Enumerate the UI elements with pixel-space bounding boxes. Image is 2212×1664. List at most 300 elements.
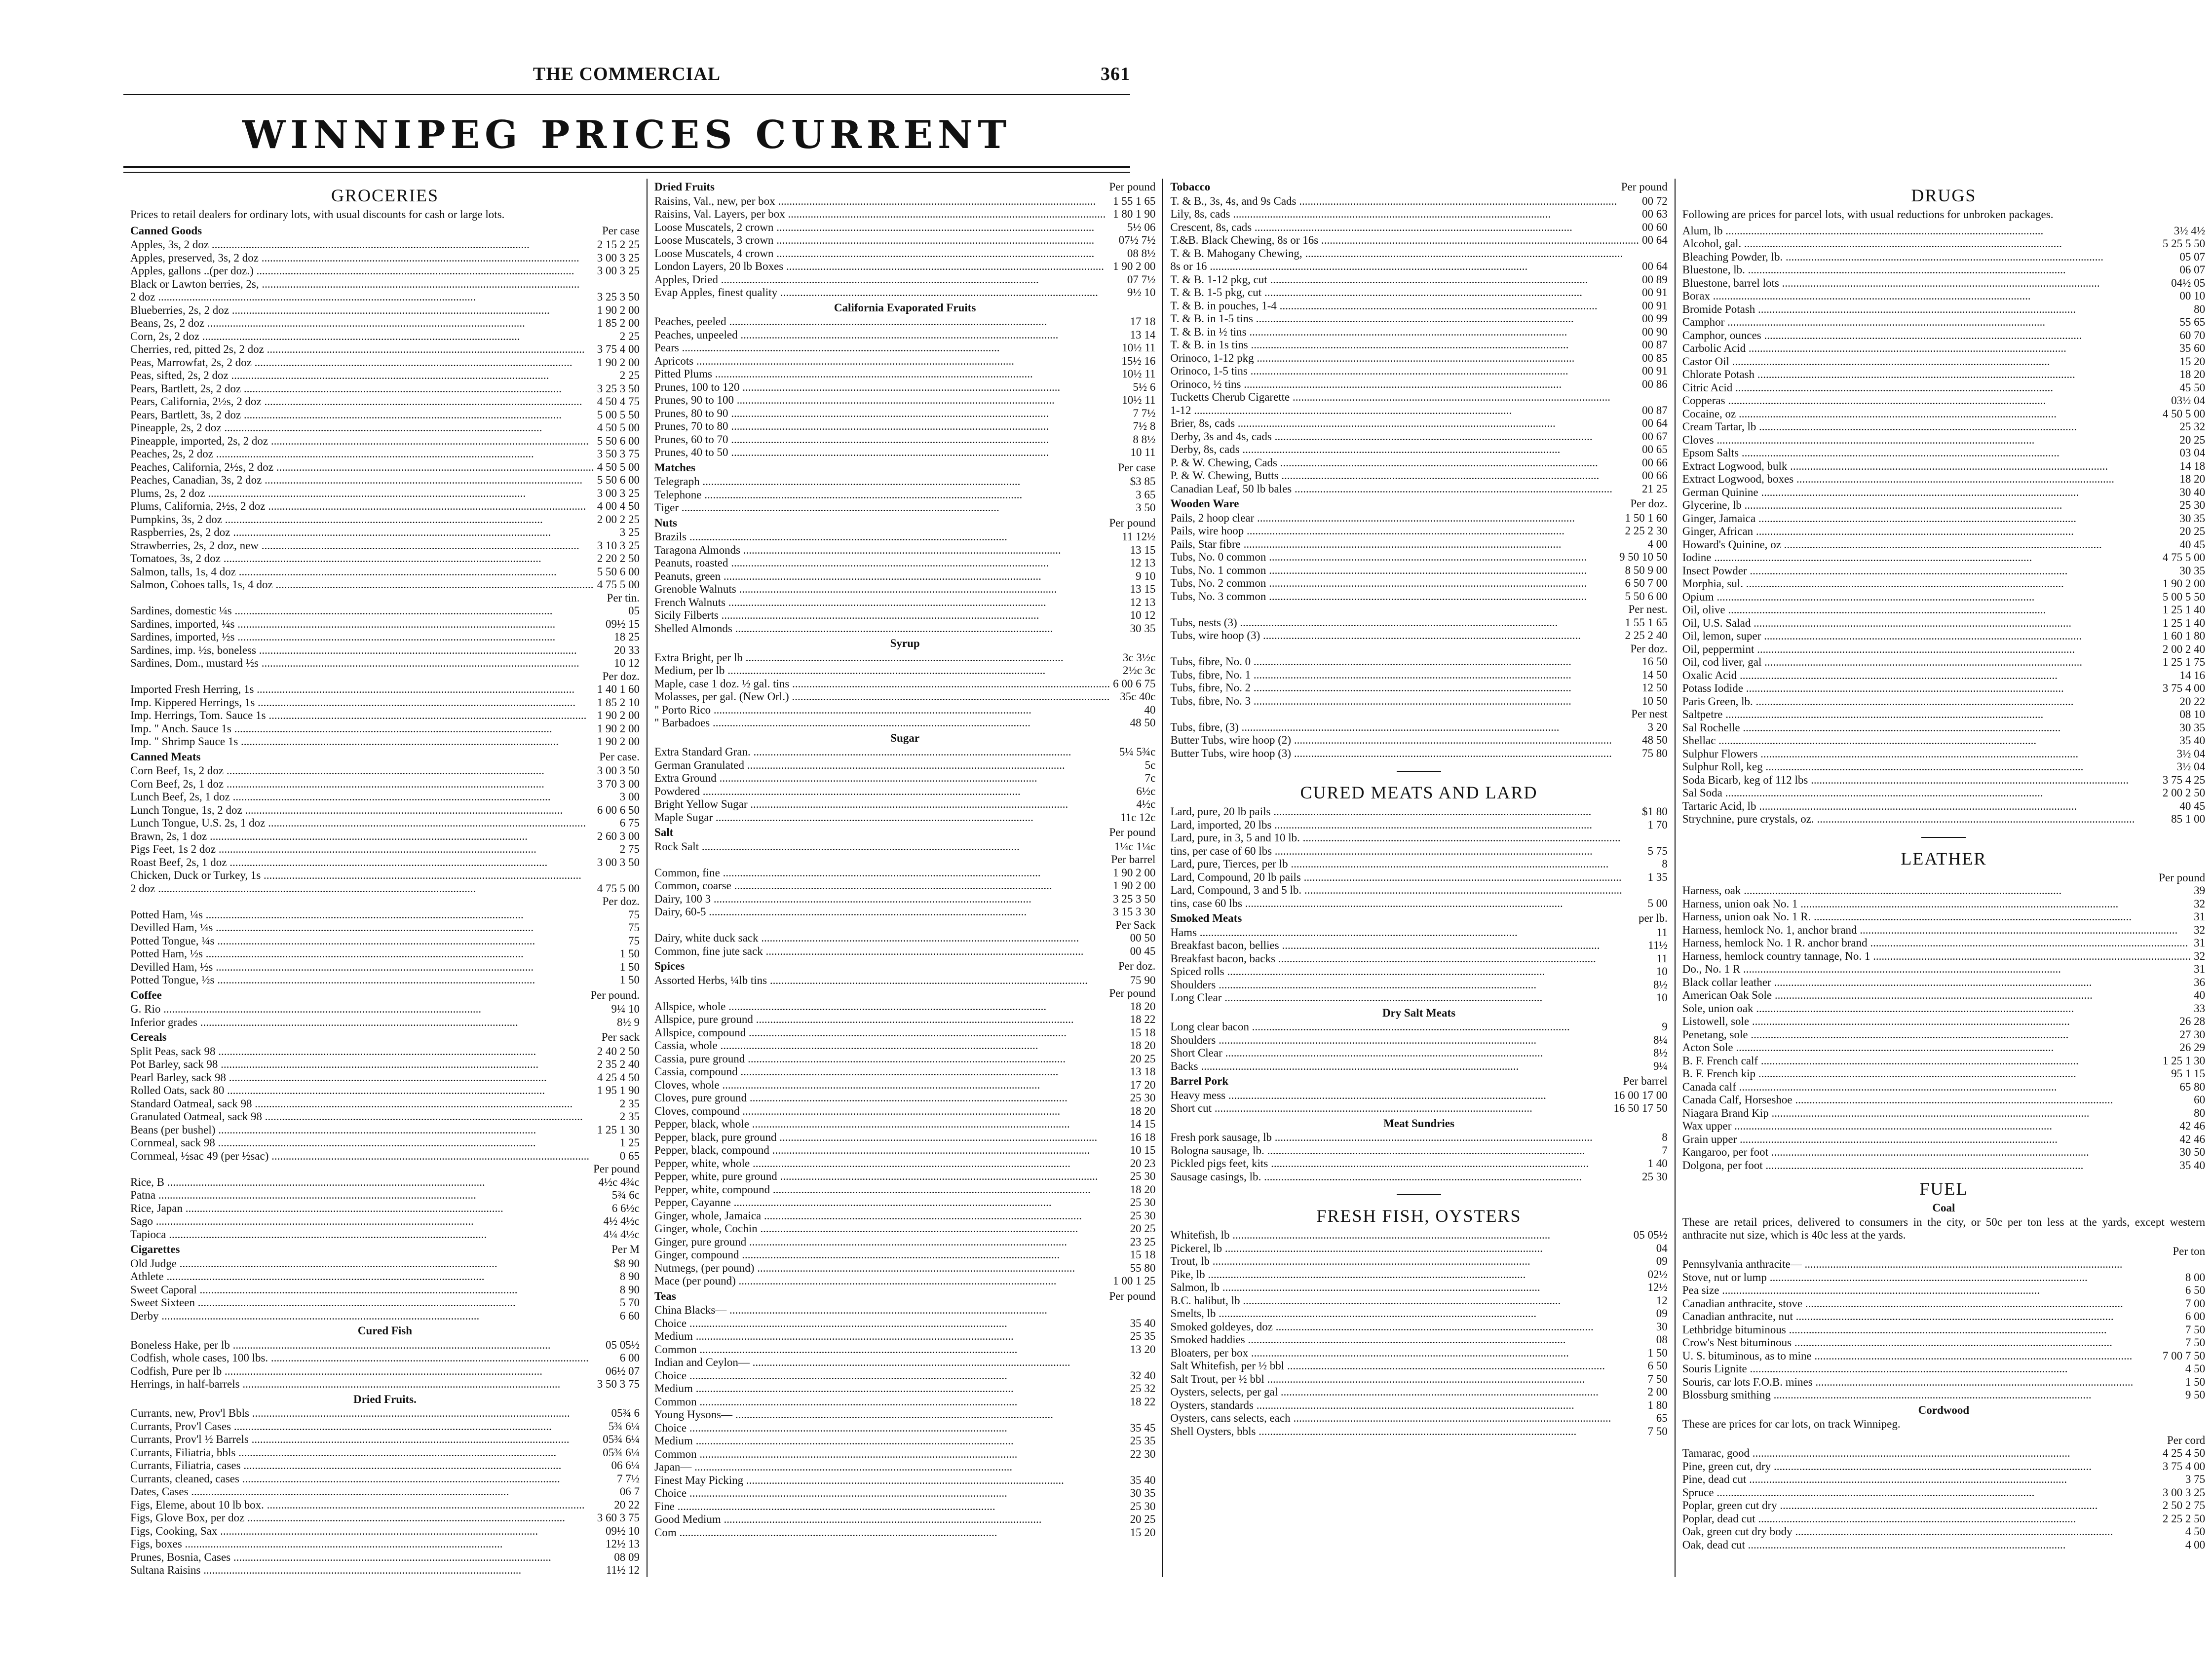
title-rule (123, 166, 1130, 173)
item-name: Alum, lb ..... (1682, 225, 2171, 238)
item-price: 07 7½ (1127, 273, 1156, 286)
item-name: Nutmegs, (per pound) ..... (654, 1262, 1127, 1275)
price-row (654, 544, 1155, 557)
price-row (1682, 368, 2205, 381)
item-name: Cocaine, oz ..... (1682, 408, 2160, 421)
price-row (654, 1144, 1155, 1157)
item-price: 40 (1144, 703, 1156, 716)
item-name: Molasses, per gal. (New Orl.) ..... (654, 690, 1117, 704)
subsection-title: Cereals (130, 1031, 167, 1043)
item-price: 60 (2194, 1094, 2206, 1106)
price-row (654, 583, 1155, 596)
item-name: Imported Fresh Herring, 1s ..... (130, 683, 594, 696)
item-name: Oysters, cans selects, each ..... (1170, 1412, 1653, 1425)
item-name: Allspice, compound ..... (654, 1026, 1127, 1040)
item-name: Acton Sole ..... (1682, 1041, 2177, 1055)
section-heading: LEATHER (1901, 848, 1987, 869)
price-row (654, 759, 1155, 772)
item-price: 25 30 (1130, 1170, 1156, 1182)
price-row (130, 330, 640, 343)
subsection-heading: Dried Fruits. (353, 1393, 417, 1405)
item-price: 00 66 (1641, 469, 1668, 482)
price-row (130, 1110, 640, 1124)
price-row (1170, 339, 1667, 352)
price-row (130, 1551, 640, 1564)
price-row (1682, 277, 2205, 290)
item-price: 12 13 (1130, 596, 1156, 608)
item-price: 3 00 3 25 (597, 265, 640, 277)
item-name: Apples, Dried ..... (654, 273, 1124, 287)
item-name: Insect Powder ..... (1682, 565, 2177, 578)
price-unit-label: Per nest. (1628, 603, 1668, 615)
item-price: 36 (2194, 976, 2206, 988)
item-price (1665, 247, 1668, 261)
item-name: Pearl Barley, sack 98 ..... (130, 1071, 594, 1085)
item-name: Dairy, white duck sack ..... (654, 932, 1127, 945)
price-row (130, 1016, 640, 1029)
item-price: 1 25 1 30 (2162, 1054, 2206, 1067)
item-price: 1 25 1 30 (597, 1123, 640, 1136)
item-price: 1 25 1 75 (2162, 656, 2206, 668)
item-name: Corn Beef, 2s, 1 doz ..... (130, 778, 594, 791)
price-row (654, 1000, 1155, 1014)
item-price: 06 6¼ (611, 1459, 640, 1472)
item-price: 35 60 (2179, 342, 2206, 354)
item-name: Dolgona, per foot ..... (1682, 1159, 2177, 1172)
item-name: Salmon, Cohoes talls, 1s, 4 doz ..... (130, 578, 594, 592)
section-heading: FUEL (1919, 1179, 1968, 1199)
price-row (654, 381, 1155, 394)
item-name: Short cut ..... (1170, 1102, 1610, 1115)
item-name: Medium ..... (654, 1330, 1127, 1343)
subsection-title: Teas (654, 1289, 676, 1302)
item-name: Lard, pure, in 3, 5 and 10 lb. ..... (1170, 832, 1664, 845)
item-price: 3 50 (1136, 501, 1156, 514)
item-price: 40 (2194, 989, 2206, 1001)
item-price: 5¼ 5¾c (1119, 746, 1156, 758)
item-price: 3½ 4½ (2174, 224, 2206, 237)
item-price: 20 25 (1130, 1513, 1156, 1525)
price-row (130, 1071, 640, 1085)
price-row (1170, 430, 1667, 444)
price-row (1170, 1399, 1667, 1412)
item-name: Brazils ..... (654, 530, 1119, 544)
item-name: Potted Tongue, ½s ..... (130, 974, 617, 987)
item-name: Salmon, talls, 1s, 4 doz ..... (130, 566, 594, 579)
price-row (654, 717, 1155, 730)
item-name: Cassia, pure ground ..... (654, 1053, 1127, 1066)
price-row (654, 1461, 1155, 1474)
item-price: 3 00 (619, 791, 640, 803)
price-unit-label: Per pound (2159, 871, 2206, 884)
item-name: Extra Standard Gran. ..... (654, 746, 1116, 759)
item-name: Apples, preserved, 3s, 2 doz ..... (130, 252, 594, 265)
price-row (654, 208, 1155, 221)
item-price: 8 (1662, 1131, 1668, 1143)
item-name: Imp. " Shrimp Sauce 1s ..... (130, 735, 594, 749)
price-row (1682, 800, 2205, 813)
item-name: Dairy, 60-5 ..... (654, 906, 1110, 919)
item-name: Pumpkins, 3s, 2 doz ..... (130, 513, 594, 527)
section-divider (1921, 837, 1966, 838)
item-price: 5c (1144, 758, 1156, 771)
price-unit-label: Per pound (1109, 1289, 1156, 1302)
item-price: 00 67 (1641, 430, 1668, 443)
price-row (130, 1097, 640, 1111)
item-name: Lard, pure, Tierces, per lb ..... (1170, 858, 1659, 871)
item-name: Blueberries, 2s, 2 doz ..... (130, 304, 594, 317)
item-price (1152, 1408, 1155, 1422)
subsection-heading (654, 461, 1155, 475)
price-row (654, 1343, 1155, 1357)
price-row (130, 317, 640, 330)
item-price: 04 (1656, 1242, 1668, 1254)
item-name: Pepper, white, whole ..... (654, 1157, 1127, 1171)
item-price: 05¾ 6 (611, 1407, 640, 1419)
price-row (1682, 486, 2205, 499)
price-row (1170, 805, 1667, 819)
price-row (1682, 1473, 2205, 1486)
item-name: Pine, dead cut ..... (1682, 1473, 2182, 1486)
item-price: 4 25 4 50 (597, 1071, 640, 1084)
price-row (130, 1538, 640, 1551)
price-row (654, 1039, 1155, 1053)
publication-name: THE COMMERCIAL (533, 64, 721, 84)
price-row (654, 286, 1155, 300)
item-price: 04½ 05 (2171, 276, 2206, 289)
item-name: Dates, Cases ..... (130, 1485, 617, 1499)
item-name: Evap Apples, finest quality ..... (654, 286, 1124, 300)
item-price: 3 75 4 00 (597, 343, 640, 355)
header-rule (123, 94, 1130, 95)
item-price: 11 12½ (1122, 530, 1156, 543)
item-name: Imp. " Anch. Sauce 1s ..... (130, 722, 594, 736)
item-name: T. & B. Mahogany Chewing, ..... (1170, 247, 1664, 261)
item-price: 05 (628, 605, 640, 617)
item-name: Ginger, whole, Jamaica ..... (654, 1210, 1127, 1223)
item-price: 11 (1656, 926, 1668, 939)
item-price: 1 80 1 90 (1113, 208, 1156, 220)
price-row (1170, 1360, 1667, 1373)
price-row (654, 840, 1155, 854)
price-row (130, 935, 640, 948)
price-row (130, 1499, 640, 1512)
price-row (654, 1487, 1155, 1500)
item-price: 9 50 (2185, 1389, 2206, 1401)
item-name: Poplar, green cut dry ..... (1682, 1499, 2160, 1513)
price-row (130, 722, 640, 736)
item-price: 35c 40c (1120, 690, 1156, 703)
item-name: Extract Logwood, bulk ..... (1682, 460, 2177, 473)
item-price: 15 18 (1130, 1248, 1156, 1261)
price-row (1682, 721, 2205, 735)
price-row (654, 1026, 1155, 1040)
item-name: Oil, cod liver, gal ..... (1682, 656, 2160, 669)
item-name: Prunes, 80 to 90 ..... (654, 407, 1130, 420)
item-name: Black collar leather ..... (1682, 976, 2191, 989)
item-name: Cherries, red, pitted 2s, 2 doz ..... (130, 343, 594, 356)
item-name: Pitted Plums ..... (654, 368, 1119, 381)
subsection-heading (654, 181, 1155, 194)
item-name: Common, fine ..... (654, 867, 1110, 880)
item-price: 3 60 3 75 (597, 1512, 640, 1524)
price-row (1170, 1321, 1667, 1334)
item-name: Tubs, No. 1 common ..... (1170, 564, 1622, 577)
item-price: 00 85 (1641, 351, 1668, 364)
item-name: P. & W. Chewing, Butts ..... (1170, 469, 1639, 483)
item-name: Strychnine, pure crystals, oz. ..... (1682, 813, 2168, 826)
item-price: 3 75 (2185, 1473, 2206, 1485)
item-name: Stove, nut or lump ..... (1682, 1271, 2182, 1285)
item-price: 2 00 2 25 (597, 513, 640, 526)
price-row (654, 1262, 1155, 1275)
item-price: 4 25 4 50 (2162, 1447, 2206, 1459)
item-name: Apples, gallons ..(per doz.) ..... (130, 265, 594, 278)
subsection-heading: California Evaporated Fruits (834, 301, 976, 314)
item-name: Lethbridge bituminous ..... (1682, 1324, 2182, 1337)
price-row (1170, 695, 1667, 708)
price-row (1170, 1281, 1667, 1294)
price-row (1682, 434, 2205, 447)
item-price: 08 09 (614, 1551, 640, 1563)
item-price: 60 70 (2179, 329, 2206, 341)
subsection-title: Tobacco (1170, 181, 1211, 193)
item-price: 7 50 (2185, 1336, 2206, 1349)
price-row (654, 1053, 1155, 1066)
price-row (654, 368, 1155, 381)
item-name: Tomatoes, 3s, 2 doz ..... (130, 552, 594, 566)
item-name: Medium ..... (654, 1435, 1127, 1448)
item-name: Peanuts, roasted ..... (654, 557, 1127, 570)
price-row (1170, 352, 1667, 365)
item-price: 31 (2194, 937, 2206, 949)
item-price: 16 18 (1130, 1131, 1156, 1143)
price-row (1682, 1094, 2205, 1107)
item-price: 8½ 9 (616, 1016, 640, 1028)
item-price: 35 40 (1130, 1474, 1156, 1486)
item-name: Shellac ..... (1682, 734, 2177, 748)
item-name: Potted Ham, ¼s ..... (130, 908, 625, 922)
subsection-heading (1170, 912, 1667, 925)
price-row (130, 657, 640, 670)
price-row (130, 764, 640, 778)
item-price: 9½ 10 (1127, 286, 1156, 299)
item-price: 35 40 (1130, 1317, 1156, 1329)
item-price: 00 66 (1641, 456, 1668, 469)
price-row (1682, 525, 2205, 538)
price-row (1170, 404, 1667, 417)
price-row (1682, 682, 2205, 695)
price-unit-label: Per case (602, 224, 640, 237)
item-name: Paris Green, lb. ..... (1682, 695, 2177, 709)
price-row (654, 678, 1155, 691)
item-price: 4 75 5 00 (2162, 551, 2206, 564)
item-price: 26 29 (2179, 1041, 2206, 1054)
item-price: 2 00 2 40 (2162, 643, 2206, 655)
item-name: Sole, union oak ..... (1682, 1002, 2191, 1016)
item-price: 4 00 4 50 (597, 500, 640, 512)
item-price: 4½c 4¾c (598, 1175, 640, 1188)
item-name: Common, fine jute sack ..... (654, 945, 1127, 958)
price-row (654, 570, 1155, 583)
item-price: 1 50 (2185, 1375, 2206, 1388)
price-row (1682, 898, 2205, 911)
item-name: Figs, Cooking, Sax ..... (130, 1525, 603, 1538)
item-name: Breakfast bacon, bellies ..... (1170, 939, 1645, 952)
item-name: Cloves, compound ..... (654, 1105, 1127, 1118)
price-row (130, 1176, 640, 1189)
item-price: 3 25 3 50 (1113, 892, 1156, 905)
subsection-heading: Dry Salt Meats (1382, 1006, 1456, 1019)
column-dried-fruits-spices-teas (648, 179, 1163, 1577)
item-price: 11c 12c (1120, 811, 1156, 824)
item-name: B. F. French kip ..... (1682, 1067, 2168, 1081)
subsection-heading: Syrup (890, 637, 920, 649)
item-name: Apricots ..... (654, 355, 1118, 368)
item-price: 00 86 (1641, 378, 1668, 390)
item-name: Niagara Brand Kip ..... (1682, 1107, 2191, 1120)
price-row (654, 1131, 1155, 1144)
price-row (654, 1105, 1155, 1118)
section-heading: DRUGS (1911, 186, 1977, 205)
item-price: 7 7½ (616, 1472, 640, 1485)
price-row (1170, 273, 1667, 287)
item-name: Currants, Prov'l ½ Barrels ..... (130, 1433, 600, 1446)
item-price: 25 32 (1130, 1382, 1156, 1395)
item-name: Blossburg smithing ..... (1682, 1389, 2182, 1402)
item-price: 3 75 4 00 (2162, 682, 2206, 694)
price-row (130, 1058, 640, 1071)
item-price: 00 87 (1641, 404, 1668, 416)
item-name: Cloves, whole ..... (654, 1079, 1127, 1092)
item-name: Smoked haddies ..... (1170, 1333, 1653, 1347)
item-price: 00 60 (1641, 221, 1668, 233)
item-name: Soda Bicarb, keg of 112 lbs ..... (1682, 774, 2160, 787)
price-row (130, 778, 640, 791)
item-name: Peaches, peeled ..... (654, 315, 1127, 329)
section-heading: GROCERIES (331, 186, 439, 205)
item-price: 9¼ (1653, 1059, 1668, 1072)
price-row (654, 1435, 1155, 1448)
item-name: Maple, case 1 doz. ½ gal. tins ..... (654, 678, 1110, 691)
item-price: 6 50 (2185, 1284, 2206, 1296)
item-name: Oak, green cut dry body ..... (1682, 1525, 2182, 1539)
item-name: Boneless Hake, per lb ..... (130, 1339, 603, 1352)
item-price: 32 (2194, 897, 2206, 910)
price-row (1170, 858, 1667, 871)
item-price: 5¾ 6c (611, 1189, 640, 1201)
item-name: Salt Trout, per ½ bbl ..... (1170, 1373, 1644, 1386)
price-row (1170, 1333, 1667, 1347)
item-name: Peaches, 2s, 2 doz ..... (130, 448, 594, 461)
item-name: Spruce ..... (1682, 1486, 2160, 1500)
item-name: Wax upper ..... (1682, 1120, 2177, 1133)
price-row (654, 475, 1155, 489)
item-name: Prunes, 70 to 80 ..... (654, 420, 1130, 433)
item-name: Derby ..... (130, 1310, 617, 1323)
item-price: 20 22 (2179, 695, 2206, 708)
item-name: Alcohol, gal. ..... (1682, 237, 2160, 251)
price-row (1170, 1157, 1667, 1171)
item-price: 3 25 (619, 526, 640, 538)
price-row (1170, 819, 1667, 832)
price-row (1682, 695, 2205, 709)
item-price: 2 25 2 50 (2162, 1512, 2206, 1525)
item-price: 2 40 2 50 (597, 1045, 640, 1058)
item-price: 1 90 2 00 (597, 303, 640, 316)
price-unit-label: Per pound (1109, 826, 1156, 838)
item-name: Listowell, sole ..... (1682, 1015, 2177, 1028)
price-row (654, 1422, 1155, 1435)
item-name: Lard, Compound, 20 lb pails ..... (1170, 871, 1644, 884)
item-name: Rice, Japan ..... (130, 1202, 609, 1215)
item-name: Telegraph ..... (654, 475, 1127, 489)
item-price: 03½ 04 (2171, 394, 2206, 407)
price-row (1682, 643, 2205, 656)
item-price: 18 20 (2179, 368, 2206, 380)
item-price: 14 50 (1641, 668, 1668, 681)
subsection-title: Spices (654, 960, 685, 972)
price-row (1170, 734, 1667, 747)
item-name: Pickerel, lb ..... (1170, 1242, 1653, 1255)
item-price: 32 (2194, 923, 2206, 936)
item-name: Sal Rochelle ..... (1682, 721, 2177, 735)
item-price: 20 25 (1130, 1222, 1156, 1235)
item-price: 48 50 (1130, 717, 1156, 729)
item-price: 10 12 (1130, 609, 1156, 621)
item-name: Ginger, African ..... (1682, 525, 2177, 538)
item-price: 02½ (1647, 1268, 1668, 1281)
price-row (1170, 577, 1667, 590)
price-row (130, 683, 640, 696)
item-price: 42 46 (2179, 1133, 2206, 1145)
item-price: 7 50 (1647, 1425, 1668, 1437)
item-price: 6 50 (1647, 1360, 1668, 1372)
price-row (654, 798, 1155, 811)
price-row (130, 1084, 640, 1097)
price-row (654, 609, 1155, 622)
price-row (1170, 1268, 1667, 1282)
item-name: Dairy, 100 3 ..... (654, 893, 1110, 906)
item-price: 09 (1656, 1255, 1668, 1267)
item-name: Bluestone, barrel lots ..... (1682, 277, 2168, 290)
price-unit-label: Per doz. (1630, 642, 1668, 655)
item-price: 18 22 (1130, 1013, 1156, 1025)
item-price: 3 00 3 25 (597, 487, 640, 499)
item-name: Figs, boxes ..... (130, 1538, 603, 1551)
price-row (1682, 1146, 2205, 1159)
item-price: 17 18 (1130, 315, 1156, 328)
item-price: 5 50 6 00 (597, 434, 640, 447)
item-price: 1 70 (1647, 818, 1668, 831)
item-price: 32 40 (1130, 1369, 1156, 1382)
item-price (1152, 1461, 1155, 1474)
item-name: Tucketts Cherub Cigarette ..... (1170, 391, 1664, 404)
price-row (654, 932, 1155, 945)
price-row (130, 304, 640, 317)
price-unit-label: Per case (1118, 461, 1156, 474)
item-price: 1 90 2 00 (597, 735, 640, 748)
item-price: 12 (1656, 1294, 1668, 1307)
item-price: 11½ (1648, 939, 1668, 951)
item-price: 32 (2194, 949, 2206, 962)
price-row (1682, 617, 2205, 630)
item-name: Bologna sausage, lb. ..... (1170, 1144, 1659, 1158)
item-name: Copperas ..... (1682, 394, 2168, 408)
price-row (1682, 499, 2205, 512)
price-row (130, 1352, 640, 1365)
item-price: 12 13 (1130, 557, 1156, 569)
